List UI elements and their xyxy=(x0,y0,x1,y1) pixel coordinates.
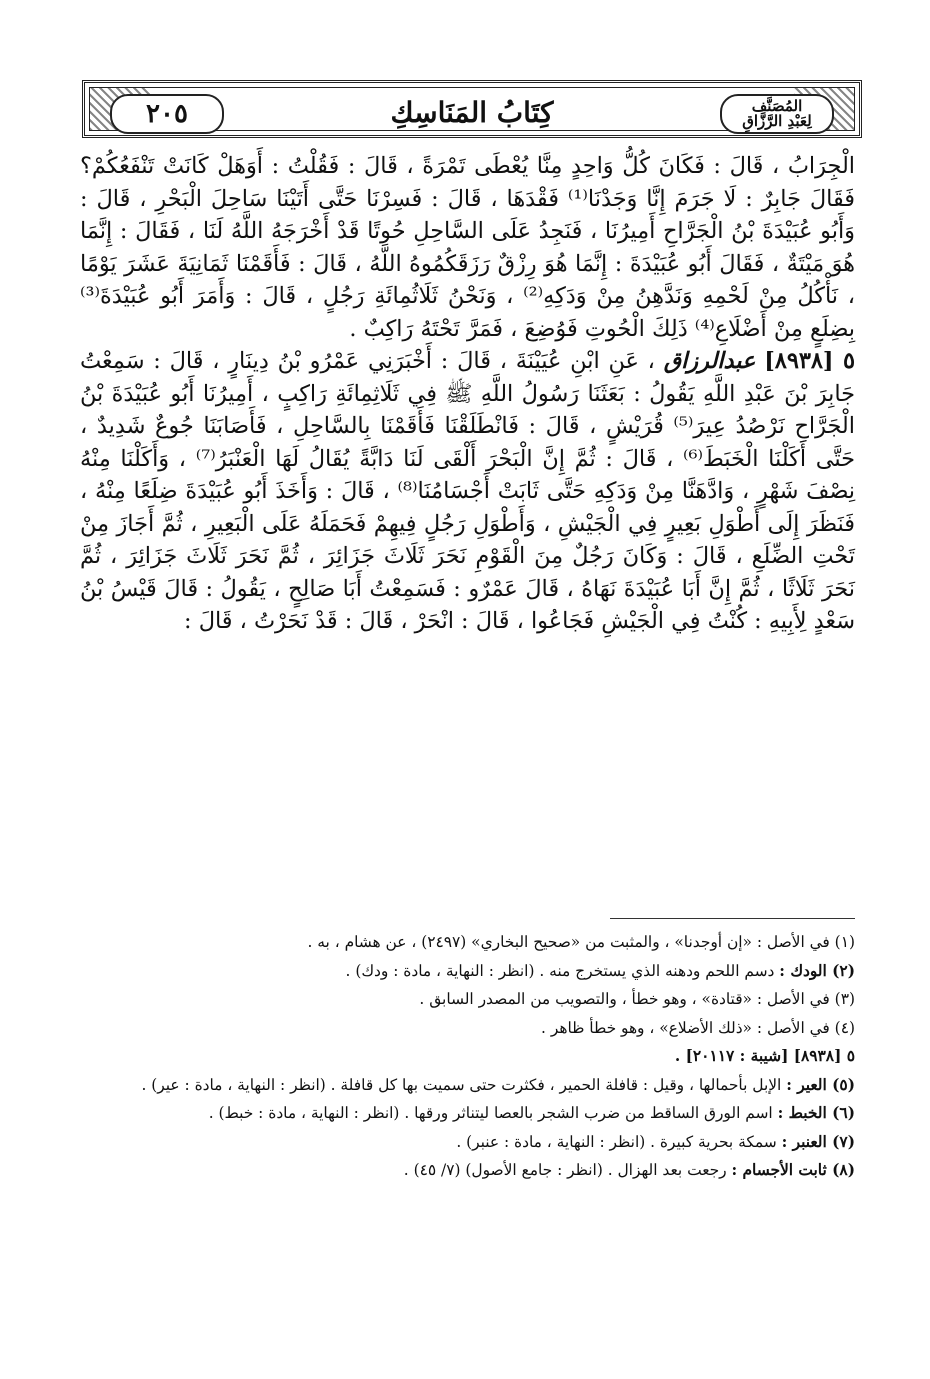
page-header xyxy=(82,80,862,138)
footnote-8-text: رجعت بعد الهزال . (انظر : جامع الأصول) (٧/ ٤٥) . xyxy=(403,1161,727,1179)
paragraph-2 xyxy=(80,345,855,638)
source-reference: ٥ [٨٩٣٨] [شيبة : ٢٠١١٧] . xyxy=(674,1047,855,1065)
hadith-narrator: عبدالرزاق xyxy=(663,348,756,374)
footnote-2-term: (٢) الودك : xyxy=(779,961,855,980)
footnote-3: (٣) في الأصل : «قتادة» ، وهو خطأ ، والتصويب من المصدر السابق . xyxy=(419,990,855,1008)
footnote-8-term: (٨) ثابت الأجسام : xyxy=(731,1161,855,1179)
hadith-number: ٥ [٨٩٣٨] xyxy=(764,348,856,374)
footnote-5-term: (٥) العير : xyxy=(786,1075,855,1094)
footnote-7-text: سمكة بحرية كبيرة . (انظر : النهاية ، مادة : عنبر) . xyxy=(456,1132,777,1151)
logo-line-1: المُصَنَّف xyxy=(751,97,803,115)
footnote-6 xyxy=(80,1099,855,1128)
footnote-5 xyxy=(80,1071,855,1100)
footnote-4: (٤) في الأصل : «ذلك الأضلاع» ، وهو خطأ ظاهر . xyxy=(541,1018,855,1037)
logo-line-2: لِعَبْدِ الرَّزَّاقِ xyxy=(742,112,812,130)
footnote-5-text: الإبل بأحمالها ، وقيل : قافلة الحمير ، فكثرت حتى سميت بها كل قافلة . (انظر : النهاية ، مادة : عير) . xyxy=(141,1075,782,1094)
paragraph-1: الْجِرَابُ ، قَالَ : فَكَانَ كُلُّ وَاحِدٍ مِنَّا يُعْطَى تَمْرَةً ، قَالَ : فَقُلْتُ : أَوَهَلْ كَانَتْ تَنْفَعُكُمْ؟ فَقَالَ جَابِرٌ : لَا جَرَمَ إِنَّا وَجَدْنَا⁽¹⁾ فَقْدَهَا ، قَالَ : فَسِرْنَا حَتَّى أَتَيْنَا سَاحِلَ الْبَحْرِ ، قَالَ : وَأَبُو عُبَيْدَةَ بْنُ الْجَرَّاحِ أَمِيرُنَا ، فَنَجِدُ عَلَى السَّاحِلِ حُوتًا قَدْ أَخْرَجَهُ اللَّهُ لَنَا ، فَقَالَ : إِنَّمَا هُوَ مَيْتَةٌ ، فَقَالَ أَبُو عُبَيْدَةَ : إِنَّمَا هُوَ رِزْقٌ رَزَقَكُمُوهُ اللَّهُ ، قَالَ : فَأَقَمْنَا ثَمَانِيَةَ عَشَرَ يَوْمًا ، نَأْكُلُ مِنْ لَحْمِهِ وَنَدَّهِنُ مِنْ وَدَكِهِ⁽²⁾ ، وَنَحْنُ ثَلَاثُمِائَةِ رَجُلٍ ، قَالَ : وَأَمَرَ أَبُو عُبَيْدَةَ⁽³⁾ بِضِلَعٍ مِنْ أَضْلَاعِ⁽⁴⁾ ذَلِكَ الْحُوتِ فَوُضِعَ ، فَمَرَّ تَحْتَهُ رَاكِبٌ . xyxy=(80,153,855,342)
musannaf-logo xyxy=(720,94,834,134)
page-number: ٢٠٥ xyxy=(110,94,224,134)
book-title: كِتَابُ المَنَاسِكِ xyxy=(390,95,554,129)
header-frame xyxy=(89,87,855,131)
footnote-7 xyxy=(80,1128,855,1157)
footnote-6-text: اسم الورق الساقط من ضرب الشجر بالعصا ليتناثر ورقها . (انظر : النهاية ، مادة : خبط) . xyxy=(208,1104,773,1122)
footnote-1: (١) في الأصل : «إن أوجدنا» ، والمثبت من «صحيح البخاري» (٢٤٩٧) ، عن هشام ، به . xyxy=(307,933,855,951)
footnote-divider xyxy=(610,918,855,919)
footnote-7-term: (٧) العنبر : xyxy=(781,1132,855,1151)
footnote-2-text: دسم اللحم ودهنه الذي يستخرج منه . (انظر : النهاية ، مادة : ودك) . xyxy=(345,961,775,980)
footnote-8 xyxy=(80,1156,855,1185)
footnotes xyxy=(80,928,855,1185)
main-text xyxy=(80,150,855,638)
footnote-6-term: (٦) الخبط : xyxy=(777,1104,855,1122)
footnote-2 xyxy=(80,957,855,986)
hadith-text: ، عَنِ ابْنِ عُيَيْنَةَ ، قَالَ : أَخْبَرَنِي عَمْرُو بْنُ دِينَارٍ ، قَالَ : سَمِعْتُ جَابِرَ بْنَ عَبْدِ اللَّهِ يَقُولُ : بَعَثَنَا رَسُولُ اللَّهِ ﷺ فِي ثَلَاثِمِائَةِ رَاكِبٍ ، أَمِيرُنَا أَبُو عُبَيْدَةَ بْنُ الْجَرَّاحِ نَرْصُدُ عِيرَ⁽⁵⁾ قُرَيْشٍ ، قَالَ : فَانْطَلَقْنَا فَأَقَمْنَا بِالسَّاحِلِ ، فَأَصَابَنَا جُوعٌ شَدِيدٌ ، حَتَّى أَكَلْنَا الْخَبَطَ⁽⁶⁾ ، قَالَ : ثُمَّ إِنَّ الْبَحْرَ أَلْقَى لَنَا دَابَّةً يُقَالُ لَهَا الْعَنْبَرُ⁽⁷⁾ ، وَأَكَلْنَا مِنْهُ نِصْفَ شَهْرٍ ، وَادَّهَنَّا مِنْ وَدَكِهِ حَتَّى ثَابَتْ أَجْسَامُنَا⁽⁸⁾ ، قَالَ : وَأَخَذَ أَبُو عُبَيْدَةَ ضِلَعًا مِنْهُ ، فَنَظَرَ إِلَى أَطْوَلِ بَعِيرٍ فِي الْجَيْشِ ، وَأَطْوَلِ رَجُلٍ فِيهِمْ فَحَمَلَهُ عَلَى الْبَعِيرِ ، ثُمَّ أَجَازَ مِنْ تَحْتِ الضِّلَعِ ، قَالَ : وَكَانَ رَجُلٌ مِنَ الْقَوْمِ نَحَرَ ثَلَاثَ جَزَائِرَ ، ثُمَّ نَحَرَ ثَلَاثَ جَزَائِرَ ، ثُمَّ نَحَرَ ثَلَاثًا ، ثُمَّ إِنَّ أَبَا عُبَيْدَةَ نَهَاهُ ، قَالَ عَمْرٌو : فَسَمِعْتُ أَبَا صَالِحٍ ، يَقُولُ : قَالَ قَيْسُ بْنُ سَعْدٍ لِأَبِيهِ : كُنْتُ فِي الْجَيْشِ فَجَاعُوا ، قَالَ : انْحَرْ ، قَالَ : قَدْ نَحَرْتُ ، قَالَ : xyxy=(80,348,856,634)
